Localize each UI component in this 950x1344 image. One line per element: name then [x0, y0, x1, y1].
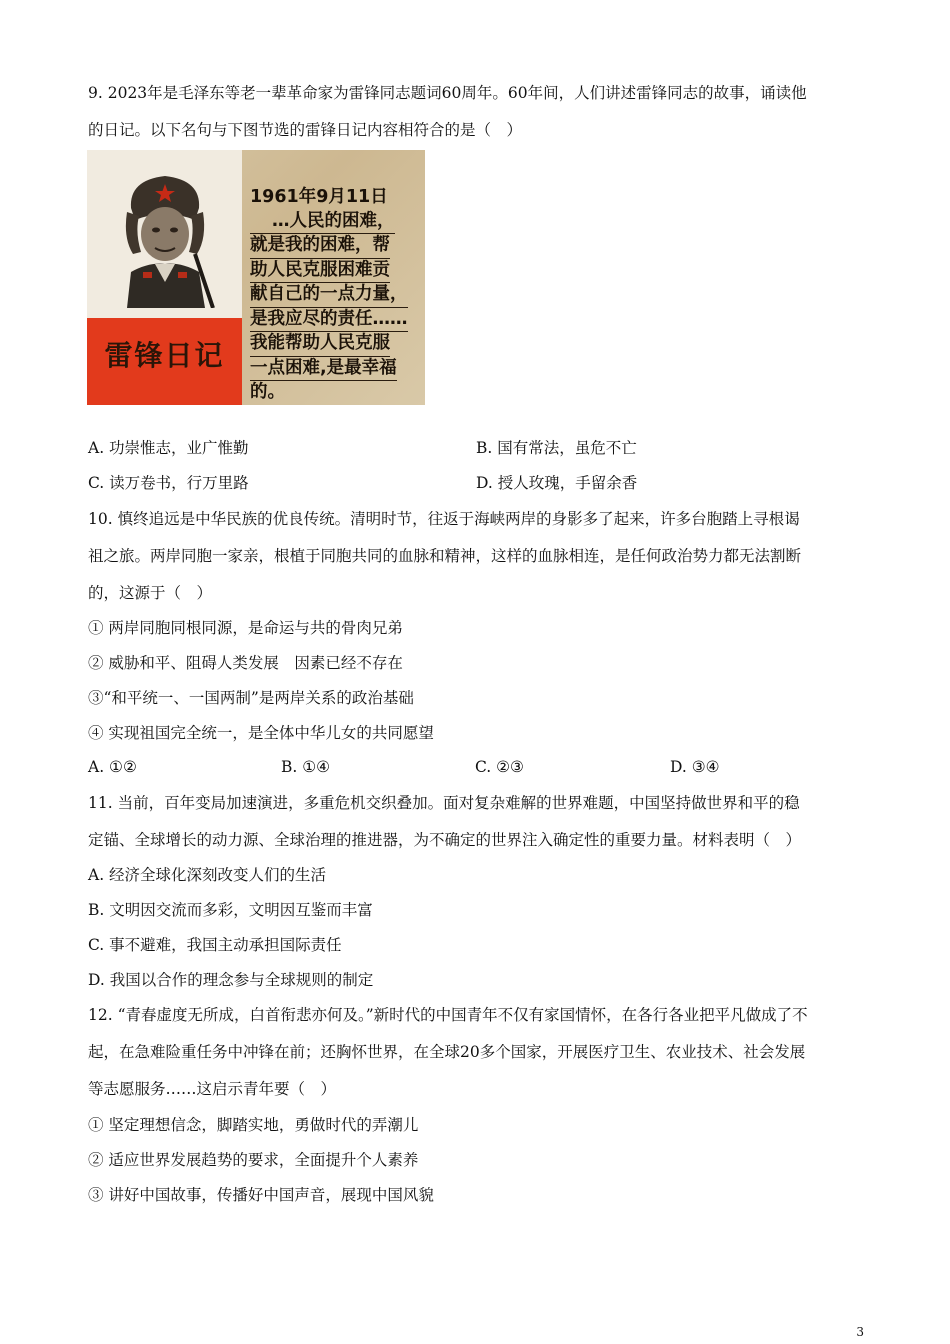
q11-option-b: B. 文明因交流而多彩，文明因互鉴而丰富: [88, 901, 373, 919]
page-number: 3: [856, 1325, 864, 1339]
diary-cover-title: 雷锋日记: [87, 318, 242, 390]
q9-option-b: B. 国有常法，虽危不亡: [476, 439, 637, 457]
q11-option-c: C. 事不避难，我国主动承担国际责任: [88, 936, 342, 954]
lei-feng-diary-image: [87, 150, 425, 405]
q9-stem-line-2: 的日记。以下名句与下图节选的雷锋日记内容相符合的是（ ）: [88, 121, 523, 139]
diary-line: 助人民克服困难贡: [250, 259, 390, 284]
q11-option-a: A. 经济全球化深刻改变人们的生活: [88, 866, 327, 884]
q11-stem-line-2: 定锚、全球增长的动力源、全球治理的推进器，为不确定的世界注入确定性的重要力量。材料表明（ ）: [88, 831, 802, 849]
q10-option-b: B. ①④: [281, 758, 331, 776]
q11-option-d: D. 我国以合作的理念参与全球规则的制定: [88, 971, 374, 989]
q10-item-4: ④ 实现祖国完全统一，是全体中华儿女的共同愿望: [88, 724, 434, 742]
diary-line: 我能帮助人民克服: [250, 332, 390, 357]
q12-stem-line-3: 等志愿服务……这启示青年要（ ）: [88, 1080, 337, 1098]
q10-option-d: D. ③④: [670, 758, 720, 776]
diary-excerpt: [250, 186, 422, 405]
q10-item-3: ③“和平统一、一国两制”是两岸关系的政治基础: [88, 689, 414, 707]
q10-option-a: A. ①②: [88, 758, 137, 776]
q9-option-c: C. 读万卷书，行万里路: [88, 474, 249, 492]
q10-option-c: C. ②③: [475, 758, 524, 776]
q12-item-2: ② 适应世界发展趋势的要求，全面提升个人素养: [88, 1151, 419, 1169]
q10-stem-line-1: 10. 慎终追远是中华民族的优良传统。清明时节，往返于海峡两岸的身影多了起来，许多台胞踏上寻根谒: [88, 510, 800, 528]
diary-line: 是我应尽的责任……: [250, 308, 408, 333]
q12-stem-line-2: 起，在急难险重任务中冲锋在前；还胸怀世界，在全球20多个国家，开展医疗卫生、农业技术、社会发展: [88, 1043, 806, 1061]
diary-date: 1961年9月11日: [250, 187, 388, 207]
q12-item-3: ③ 讲好中国故事，传播好中国声音，展现中国风貌: [88, 1186, 434, 1204]
q9-option-d: D. 授人玫瑰，手留余香: [476, 474, 638, 492]
q10-item-1: ① 两岸同胞同根同源，是命运与共的骨肉兄弟: [88, 619, 403, 637]
diary-cover: [87, 150, 242, 405]
q12-stem-line-1: 12. “青春虚度无所成，白首衔悲亦何及。”新时代的中国青年不仅有家国情怀，在各行各业把平凡做成了不: [88, 1006, 808, 1024]
diary-line: …人民的困难，: [250, 210, 395, 235]
q12-item-1: ① 坚定理想信念，脚踏实地，勇做时代的弄潮儿: [88, 1116, 419, 1134]
lei-feng-portrait-icon: [109, 168, 221, 308]
diary-cover-red-band: [87, 390, 242, 405]
q10-stem-line-2: 祖之旅。两岸同胞一家亲，根植于同胞共同的血脉和精神，这样的血脉相连，是任何政治势力都无法割断: [88, 547, 802, 565]
diary-line: 的。: [250, 381, 285, 405]
q11-stem-line-1: 11. 当前，百年变局加速演进，多重危机交织叠加。面对复杂难解的世界难题，中国坚持做世界和平的稳: [88, 794, 800, 812]
diary-line: 就是我的困难，帮: [250, 234, 390, 259]
q10-item-2: ② 威胁和平、阻碍人类发展 因素已经不存在: [88, 654, 403, 672]
diary-line: 献自己的一点力量，: [250, 283, 408, 308]
diary-line: 一点困难,是最幸福: [250, 357, 397, 382]
q9-stem-line-1: 9. 2023年是毛泽东等老一辈革命家为雷锋同志题词60周年。60年间，人们讲述雷锋同志的故事，诵读他: [88, 84, 807, 102]
q9-option-a: A. 功崇惟志，业广惟勤: [88, 439, 249, 457]
q10-stem-line-3: 的，这源于（ ）: [88, 584, 213, 602]
